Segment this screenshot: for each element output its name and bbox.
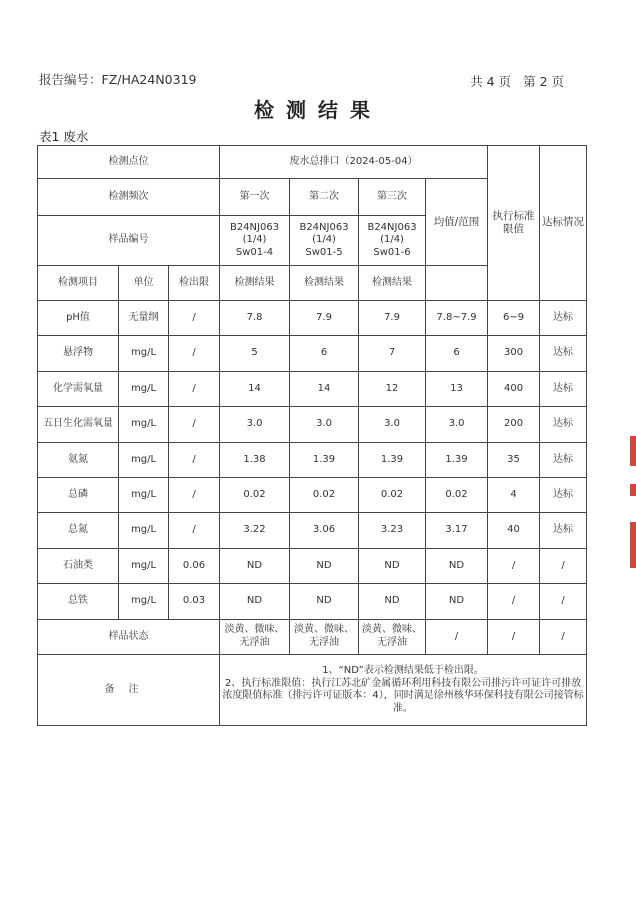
cell-unit: mg/L [119,371,169,406]
cell-item: 总磷 [38,477,119,512]
cell-unit: mg/L [119,548,169,583]
sample-state-limit: / [488,619,540,654]
cell-r1: 3.0 [220,407,290,442]
cell-dl: 0.06 [169,548,220,583]
cell-item: 悬浮物 [38,336,119,371]
red-seal-edge [630,436,636,466]
cell-item: 总铁 [38,584,119,619]
cell-r3: 7 [359,336,426,371]
cell-r2: 0.02 [290,477,359,512]
cell-status: 达标 [540,300,587,335]
cell-r2: 3.0 [290,407,359,442]
cell-avg: 3.0 [426,407,488,442]
table-row [38,513,587,548]
status-header: 达标情况 [540,146,587,301]
cell-item: 石油类 [38,548,119,583]
item-header: 检测项目 [38,266,119,300]
cell-status: 达标 [540,513,587,548]
dl-header: 检出限 [169,266,220,300]
remark-label: 备注 [38,655,220,726]
cell-status: / [540,548,587,583]
cell-dl: / [169,300,220,335]
cell-unit: mg/L [119,513,169,548]
cell-limit: 300 [488,336,540,371]
table-row [38,371,587,406]
freq-2: 第二次 [290,179,359,215]
cell-dl: / [169,407,220,442]
page-number: 第 2 页 [523,74,564,89]
cell-avg: ND [426,548,488,583]
cell-item: pH值 [38,300,119,335]
cell-r1: 3.22 [220,513,290,548]
cell-r3: ND [359,584,426,619]
page-title: 检测结果 [254,98,382,122]
table-row [38,477,587,512]
cell-r1: ND [220,548,290,583]
cell-r3: 1.39 [359,442,426,477]
cell-avg: ND [426,584,488,619]
cell-r1: 14 [220,371,290,406]
total-pages: 共 4 页 [470,74,512,89]
table-row [38,442,587,477]
sample-state-avg: / [426,619,488,654]
table-row [38,584,587,619]
cell-dl: / [169,371,220,406]
cell-avg: 0.02 [426,477,488,512]
cell-unit: mg/L [119,336,169,371]
cell-dl: / [169,513,220,548]
remark-line-1: 1、“ND”表示检测结果低于检出限。 [322,665,484,677]
cell-dl: / [169,442,220,477]
red-seal-edge [630,522,636,568]
cell-r3: 12 [359,371,426,406]
freq-label: 检测频次 [38,179,220,215]
cell-limit: / [488,584,540,619]
result-header-3: 检测结果 [359,266,426,300]
table-row [38,407,587,442]
cell-avg: 1.39 [426,442,488,477]
remark-text [220,655,587,726]
table-row [38,336,587,371]
result-header-1: 检测结果 [220,266,290,300]
cell-status: 达标 [540,371,587,406]
cell-dl: 0.03 [169,584,220,619]
sample-id-3: B24NJ063 (1/4) Sw01-6 [359,215,426,266]
cell-unit: mg/L [119,477,169,512]
results-table [37,145,587,726]
cell-r3: ND [359,548,426,583]
avg-header: 均值/范围 [426,179,488,266]
cell-r2: 14 [290,371,359,406]
cell-unit: mg/L [119,584,169,619]
cell-status: 达标 [540,336,587,371]
result-header-2: 检测结果 [290,266,359,300]
cell-r3: 3.23 [359,513,426,548]
remark-line-2: 2、执行标准限值：执行江苏北矿金属循环利用科技有限公司排污许可证许可排放浓度限值标准（排污许可证版本：4），同时满足徐州核华环保科技有限公司接管标准。 [222,677,584,714]
cell-limit: / [488,548,540,583]
cell-avg: 3.17 [426,513,488,548]
cell-r2: 6 [290,336,359,371]
cell-r3: 0.02 [359,477,426,512]
red-seal-edge [630,484,636,496]
sample-state-label: 样品状态 [38,619,220,654]
cell-dl: / [169,477,220,512]
sample-state-status: / [540,619,587,654]
cell-avg: 6 [426,336,488,371]
cell-limit: 6~9 [488,300,540,335]
sample-state-1: 淡黄、微味、 无浮油 [220,619,290,654]
cell-unit: mg/L [119,442,169,477]
cell-status: 达标 [540,442,587,477]
freq-3: 第三次 [359,179,426,215]
page-indicator [462,72,564,90]
point-label: 检测点位 [38,146,220,179]
sample-id-2: B24NJ063 (1/4) Sw01-5 [290,215,359,266]
cell-r2: 1.39 [290,442,359,477]
point-value: 废水总排口（2024-05-04） [220,146,488,179]
cell-r1: 0.02 [220,477,290,512]
cell-r1: 1.38 [220,442,290,477]
cell-dl: / [169,336,220,371]
cell-r2: ND [290,584,359,619]
cell-r3: 3.0 [359,407,426,442]
cell-avg: 7.8~7.9 [426,300,488,335]
cell-limit: 200 [488,407,540,442]
freq-1: 第一次 [220,179,290,215]
cell-r2: 3.06 [290,513,359,548]
cell-limit: 4 [488,477,540,512]
cell-item: 化学需氧量 [38,371,119,406]
cell-status: / [540,584,587,619]
cell-status: 达标 [540,477,587,512]
cell-r3: 7.9 [359,300,426,335]
table-row [38,548,587,583]
avg-spacer [426,266,488,300]
unit-header: 单位 [119,266,169,300]
table-label: 表1 废水 [39,129,89,144]
cell-r1: ND [220,584,290,619]
sample-id-1: B24NJ063 (1/4) Sw01-4 [220,215,290,266]
table-row [38,300,587,335]
cell-r2: ND [290,548,359,583]
sample-label: 样品编号 [38,215,220,266]
data-rows [38,300,587,619]
sample-state-2: 淡黄、微味、 无浮油 [290,619,359,654]
report-number: 报告编号：FZ/HA24N0319 [39,72,197,87]
cell-unit: 无量纲 [119,300,169,335]
sample-state-3: 淡黄、微味、 无浮油 [359,619,426,654]
cell-limit: 400 [488,371,540,406]
cell-status: 达标 [540,407,587,442]
cell-limit: 40 [488,513,540,548]
cell-limit: 35 [488,442,540,477]
cell-r1: 5 [220,336,290,371]
cell-r1: 7.8 [220,300,290,335]
cell-r2: 7.9 [290,300,359,335]
limit-header: 执行标准限值 [488,146,540,301]
cell-item: 五日生化需氧量 [38,407,119,442]
cell-unit: mg/L [119,407,169,442]
cell-item: 总氮 [38,513,119,548]
cell-avg: 13 [426,371,488,406]
cell-item: 氨氮 [38,442,119,477]
